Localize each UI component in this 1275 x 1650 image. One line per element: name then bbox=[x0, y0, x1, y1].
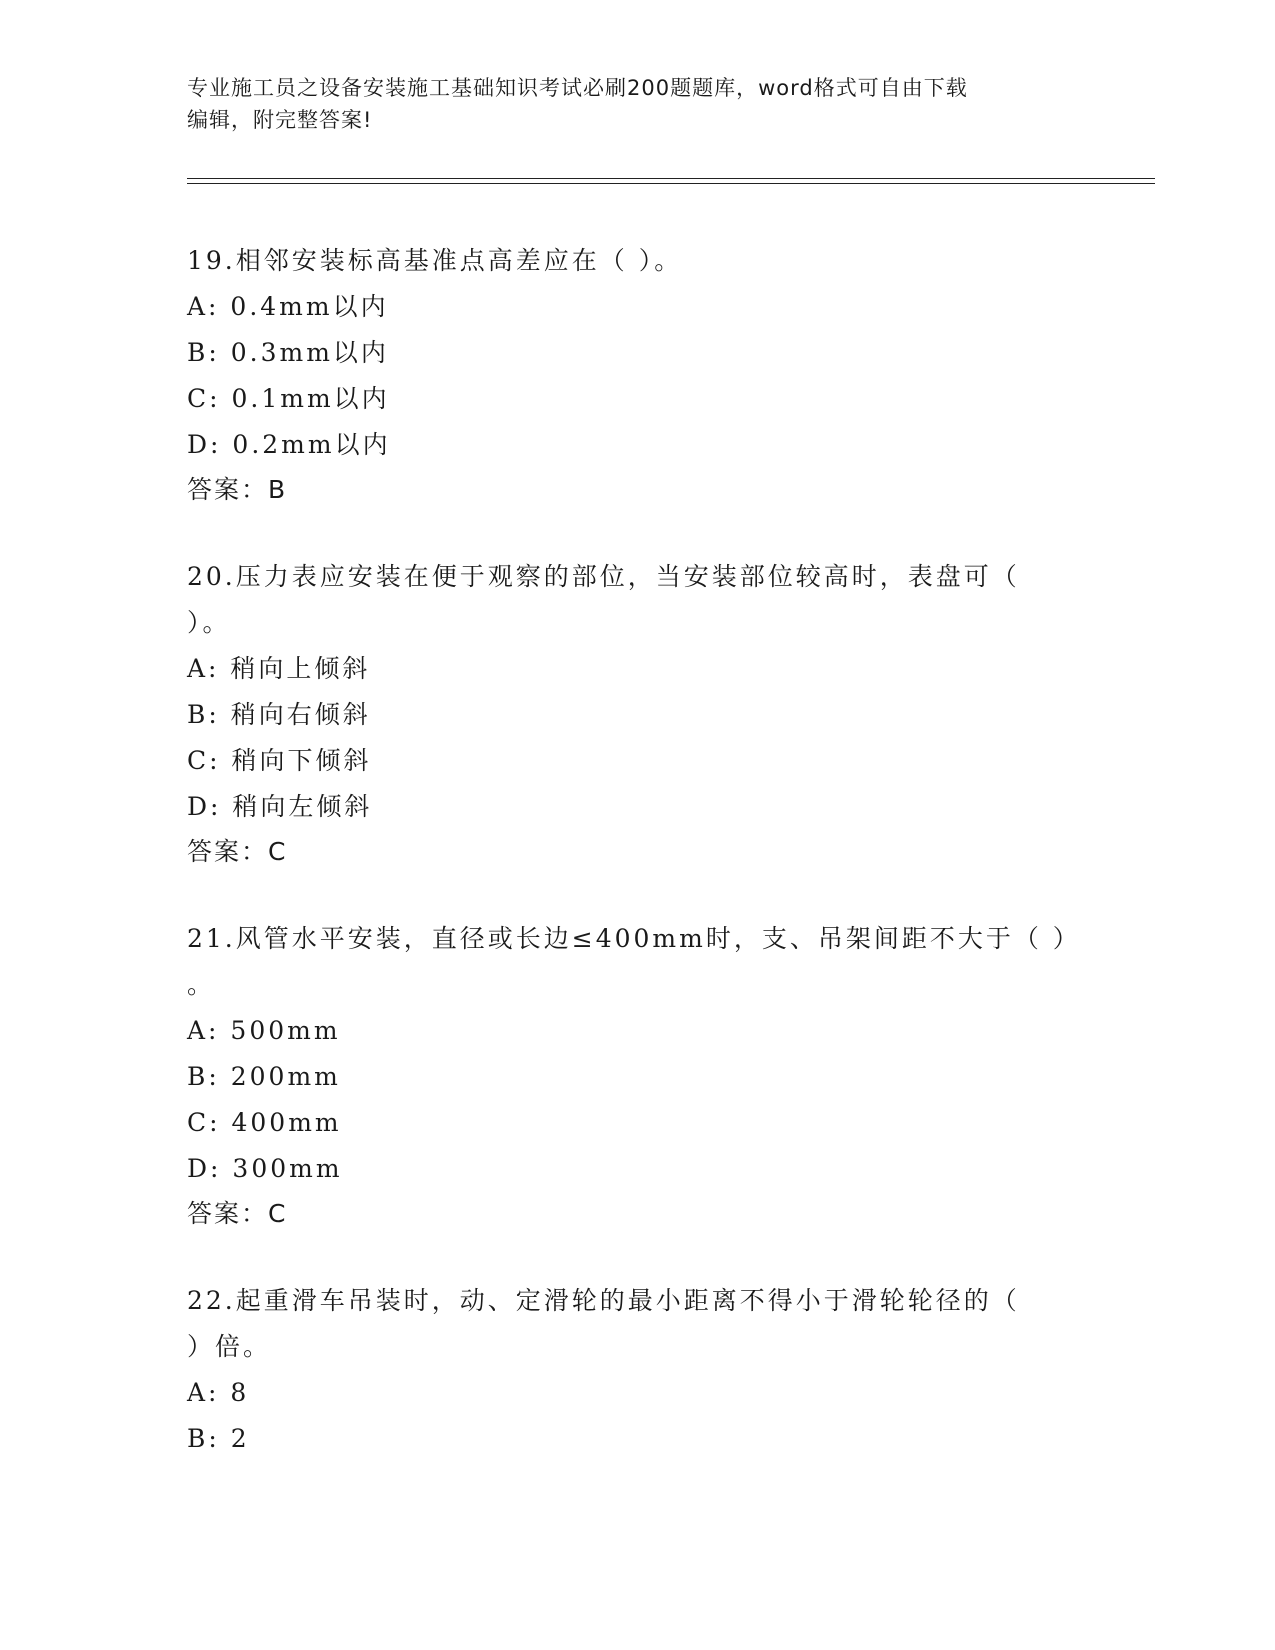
question-stem: 22.起重滑车吊装时，动、定滑轮的最小距离不得小于滑轮轮径的（ ）倍。 bbox=[187, 1286, 1020, 1361]
document-header bbox=[187, 72, 1087, 136]
question-20 bbox=[187, 554, 1087, 874]
option-c: C: 稍向下倾斜 bbox=[187, 746, 372, 775]
option-b: B: 0.3mm以内 bbox=[187, 338, 389, 367]
question-19 bbox=[187, 238, 1087, 512]
question-21 bbox=[187, 916, 1087, 1236]
question-22 bbox=[187, 1278, 1087, 1462]
option-a: A: 稍向上倾斜 bbox=[187, 654, 371, 683]
option-d: D: 300mm bbox=[187, 1154, 343, 1183]
option-b: B: 稍向右倾斜 bbox=[187, 700, 371, 729]
answer: 答案：C bbox=[187, 837, 288, 866]
option-d: D: 0.2mm以内 bbox=[187, 430, 391, 459]
header-divider-bottom bbox=[187, 183, 1155, 184]
header-title-line-2: 编辑，附完整答案! bbox=[187, 108, 373, 132]
option-c: C: 400mm bbox=[187, 1108, 342, 1137]
option-b: B: 2 bbox=[187, 1424, 250, 1453]
option-a: A: 8 bbox=[187, 1378, 250, 1407]
option-d: D: 稍向左倾斜 bbox=[187, 792, 373, 821]
question-stem: 21.风管水平安装，直径或长边≤400mm时，支、吊架间距不大于（ ） 。 bbox=[187, 924, 1081, 999]
answer: 答案：C bbox=[187, 1199, 288, 1228]
header-title-line-1: 专业施工员之设备安装施工基础知识考试必刷200题题库，word格式可自由下载 bbox=[187, 76, 968, 100]
question-stem: 19.相邻安装标高基准点高差应在（ ）。 bbox=[187, 246, 683, 275]
answer: 答案：B bbox=[187, 475, 288, 504]
question-stem: 20.压力表应安装在便于观察的部位，当安装部位较高时，表盘可（ ）。 bbox=[187, 562, 1020, 637]
option-c: C: 0.1mm以内 bbox=[187, 384, 390, 413]
option-a: A: 500mm bbox=[187, 1016, 341, 1045]
question-list bbox=[187, 238, 1087, 1504]
header-divider-top bbox=[187, 178, 1155, 179]
option-a: A: 0.4mm以内 bbox=[187, 292, 389, 321]
option-b: B: 200mm bbox=[187, 1062, 341, 1091]
